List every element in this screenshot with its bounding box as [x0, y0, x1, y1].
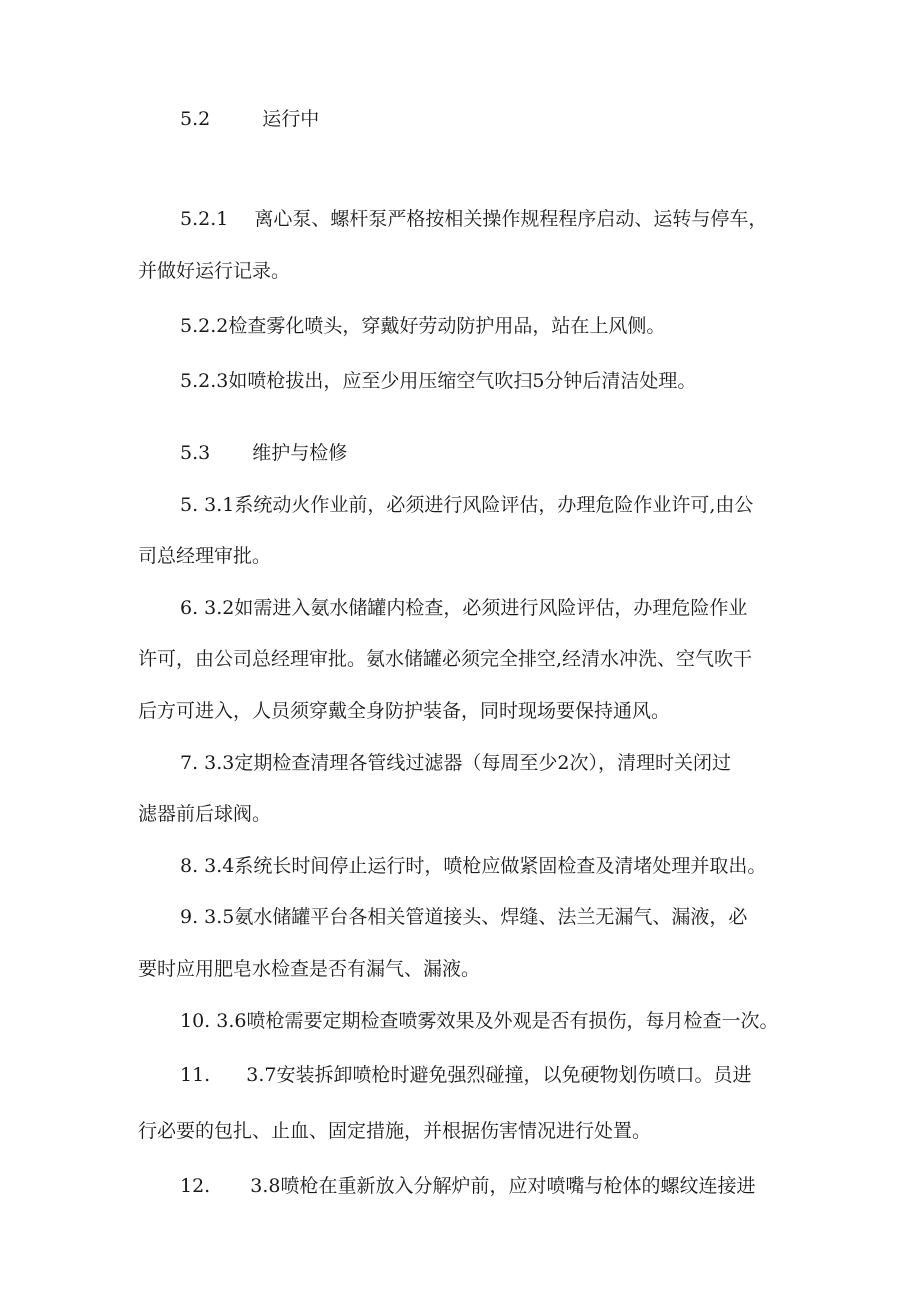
item-3-3-line1: 7. 3.3定期检查清理各管线过滤器（每周至少2次），清理时关闭过: [180, 752, 731, 774]
section-number: 5.2: [180, 108, 211, 130]
section-heading-5-3: [180, 441, 347, 465]
section-number: 5.3: [180, 442, 211, 464]
item-number: 11.: [180, 1064, 211, 1086]
item-3-5-line2: 要时应用肥皂水检查是否有漏气、漏液。: [138, 958, 481, 980]
item-3-7-line2: 行必要的包扎、止血、固定措施，并根据伤害情况进行处置。: [138, 1120, 652, 1142]
item-5-2-2: 5.2.2检查雾化喷头，穿戴好劳动防护用品，站在上风侧。: [180, 315, 666, 337]
item-5-2-1-line1: [180, 207, 767, 231]
item-3-1-line1: 5. 3.1系统动火作业前，必须进行风险评估，办理危险作业许可,由公: [180, 494, 754, 516]
item-text: 离心泵、螺杆泵严格按相关操作规程程序启动、运转与停车，: [254, 208, 768, 230]
item-3-2-line1: 6. 3.2如需进入氨水储罐内检查，必须进行风险评估，办理危险作业: [180, 597, 748, 619]
item-3-5-line1: 9. 3.5氨水储罐平台各相关管道接头、焊缝、法兰无漏气、漏液，必: [180, 906, 748, 928]
section-heading-5-2: [180, 107, 319, 131]
item-3-2-line2: 许可，由公司总经理审批。氨水储罐必须完全排空,经清水冲洗、空气吹干: [138, 648, 753, 670]
item-5-2-1-line2: 并做好运行记录。: [138, 260, 291, 282]
item-number: 5.2.1: [180, 208, 229, 230]
item-3-4: 8. 3.4系统长时间停止运行时，喷枪应做紧固检查及清堵处理并取出。: [180, 855, 767, 877]
item-text: 3.7安装拆卸喷枪时避免强烈碰撞，以免硬物划伤喷口。员进: [246, 1064, 752, 1086]
item-number: 12.: [180, 1175, 211, 1197]
item-3-3-line2: 滤器前后球阀。: [138, 803, 272, 825]
item-5-2-3: 5.2.3如喷枪拔出，应至少用压缩空气吹扫5分钟后清洁处理。: [180, 370, 697, 392]
section-title: 运行中: [262, 108, 320, 130]
item-3-6: 10. 3.6喷枪需要定期检查喷雾效果及外观是否有损伤，每月检查一次。: [180, 1010, 779, 1032]
item-text: 3.8喷枪在重新放入分解炉前，应对喷嘴与枪体的螺纹连接进: [250, 1175, 756, 1197]
item-3-7-line1: [180, 1063, 751, 1087]
item-3-8-line1: [180, 1174, 755, 1198]
item-3-1-line2: 司总经理审批。: [138, 545, 272, 567]
section-title: 维护与检修: [252, 442, 348, 464]
item-3-2-line3: 后方可进入，人员须穿戴全身防护装备，同时现场要保持通风。: [138, 700, 671, 722]
